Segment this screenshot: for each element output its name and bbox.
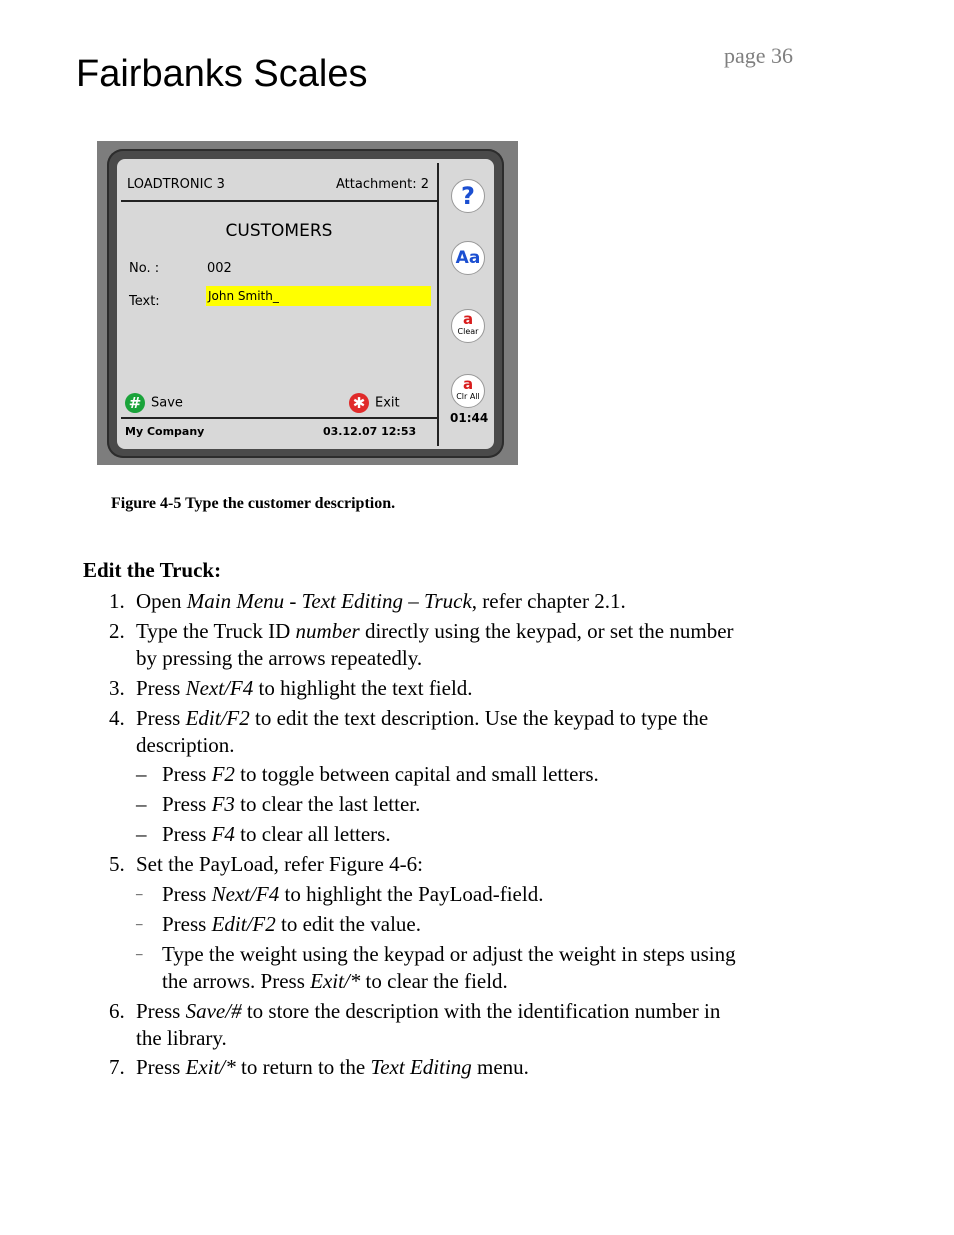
sub-item-dash: – <box>136 822 147 846</box>
step-number: 7. <box>109 1055 125 1079</box>
save-label: Save <box>151 395 183 411</box>
sub-item-dash: – <box>136 916 143 931</box>
clear-all-button[interactable] <box>451 374 485 408</box>
save-softkey[interactable] <box>125 393 183 413</box>
sub-item-dash: – <box>136 946 143 961</box>
device-model: LOADTRONIC 3 <box>127 177 225 192</box>
exit-label: Exit <box>375 395 400 411</box>
step-text: Press Exit/* to return to the Text Editing menu. <box>136 1055 529 1079</box>
step-text: Type the Truck ID number directly using the keypad, or set the number <box>136 619 734 643</box>
sub-item-text: Press Edit/F2 to edit the value. <box>162 912 421 936</box>
footer-divider <box>121 417 437 419</box>
sub-item-text: Press F4 to clear all letters. <box>162 822 391 846</box>
no-label: No. : <box>129 261 160 276</box>
step-text-continued: by pressing the arrows repeatedly. <box>136 646 423 670</box>
no-value: 002 <box>207 261 232 276</box>
save-hash-icon: # <box>125 393 145 413</box>
screen-header <box>121 163 437 202</box>
device-screen <box>117 159 494 449</box>
step-number: 2. <box>109 619 125 643</box>
clear-all-label: Clr All <box>456 392 480 401</box>
step-text-continued: the library. <box>136 1026 227 1050</box>
date-time: 03.12.07 12:53 <box>323 425 417 438</box>
company-name: My Company <box>125 425 205 438</box>
step-text-continued: description. <box>136 733 235 757</box>
attachment-label: Attachment: 2 <box>336 177 429 192</box>
sub-item-text: Press F3 to clear the last letter. <box>162 792 421 816</box>
exit-star-icon: ✱ <box>349 393 369 413</box>
case-toggle-button[interactable] <box>451 241 485 275</box>
step-text: Press Next/F4 to highlight the text field. <box>136 676 473 700</box>
step-text: Press Save/# to store the description with the identification number in <box>136 999 721 1023</box>
screen-main-area <box>121 163 439 446</box>
sub-item-dash: – <box>136 792 147 816</box>
device-bezel <box>107 149 504 458</box>
device-screenshot <box>97 141 518 465</box>
brand-title: Fairbanks Scales <box>76 53 368 95</box>
sub-item-text: Press F2 to toggle between capital and small letters. <box>162 762 599 786</box>
timer-readout: 01:44 <box>450 411 489 425</box>
case-toggle-icon: Aa <box>455 248 481 268</box>
screen-title: CUSTOMERS <box>225 221 333 241</box>
step-number: 3. <box>109 676 125 700</box>
text-label: Text: <box>129 294 160 309</box>
section-heading: Edit the Truck: <box>83 558 222 582</box>
step-number: 6. <box>109 999 125 1023</box>
help-question-icon: ? <box>461 182 475 210</box>
exit-softkey[interactable] <box>349 393 400 413</box>
sub-item-dash: – <box>136 762 147 786</box>
page-number: page 36 <box>724 43 794 68</box>
step-text: Set the PayLoad, refer Figure 4-6: <box>136 852 423 876</box>
step-number: 1. <box>109 589 125 613</box>
step-number: 4. <box>109 706 125 730</box>
sub-item-dash: – <box>136 886 143 901</box>
text-input-field[interactable]: John Smith_ <box>206 286 431 306</box>
sub-item-text: Press Next/F4 to highlight the PayLoad-field. <box>162 882 544 906</box>
clear-letter-icon: a <box>462 310 474 328</box>
clear-letter-label: Clear <box>457 327 479 336</box>
clear-letter-button[interactable] <box>451 309 485 343</box>
figure-caption: Figure 4-5 Type the customer description. <box>111 495 396 512</box>
sub-item-text: Type the weight using the keypad or adjust the weight in steps using <box>162 942 736 966</box>
clear-all-icon: a <box>462 375 474 393</box>
step-text: Press Edit/F2 to edit the text description. Use the keypad to type the <box>136 706 709 730</box>
step-number: 5. <box>109 852 125 876</box>
sub-item-text-continued: the arrows. Press Exit/* to clear the field. <box>162 969 508 993</box>
help-button[interactable] <box>451 179 485 213</box>
step-text: Open Main Menu - Text Editing – Truck, refer chapter 2.1. <box>136 589 626 613</box>
